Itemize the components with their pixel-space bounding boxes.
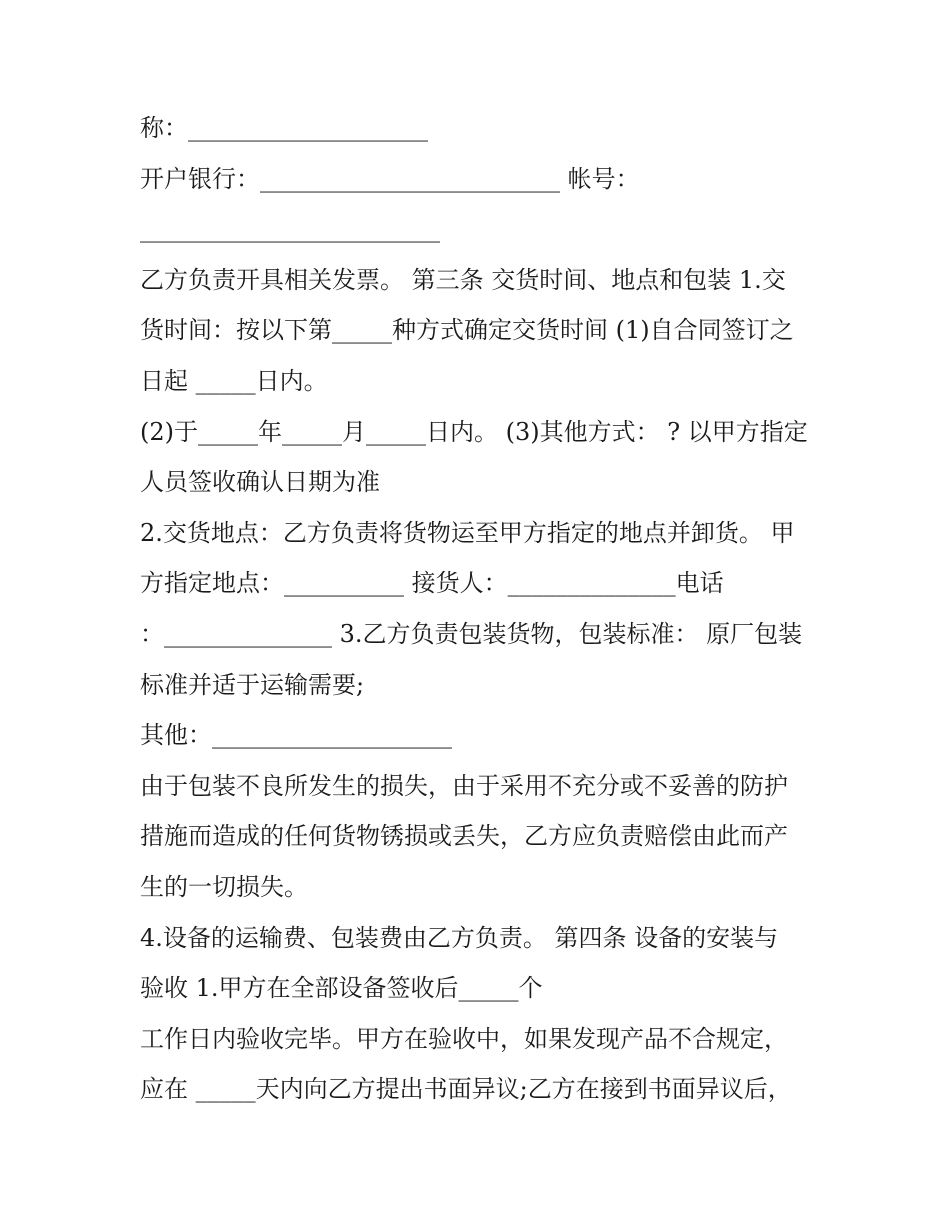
text-line: 标准并适于运输需要; [140,670,365,699]
text-line: 日起 _____日内。 [140,366,328,395]
text-line: 其他：____________________ [140,721,452,750]
text-line: _________________________ [140,215,440,244]
text-line: 货时间：按以下第_____种方式确定交货时间 (1)自合同签订之 [140,316,794,345]
text-line: 措施而造成的任何货物锈损或丢失，乙方应负责赔偿由此而产 [140,822,788,851]
text-line: 应在 _____天内向乙方提出书面异议;乙方在接到书面异议后， [140,1075,792,1104]
text-line: 乙方负责开具相关发票。 第三条 交货时间、地点和包装 1.交 [140,265,786,294]
text-line: 生的一切损失。 [140,872,308,901]
document-body [140,103,820,1115]
text-line: 验收 1.甲方在全部设备签收后_____个 [140,974,543,1003]
text-line: 方指定地点：__________ 接货人：______________电话 [140,569,724,598]
text-line: ：______________ 3.乙方负责包装货物，包装标准： 原厂包装 [140,619,803,648]
text-line: 人员签收确认日期为准 [140,468,380,497]
text-line: 2.交货地点：乙方负责将货物运至甲方指定的地点并卸货。 甲 [140,518,795,547]
text-line: 开户银行：_________________________ 帐号： [140,164,640,193]
text-line: 4.设备的运输费、包装费由乙方负责。 第四条 设备的安装与 [140,923,779,952]
text-line: 工作日内验收完毕。甲方在验收中，如果发现产品不合规定， [140,1024,788,1053]
text-line: 由于包装不良所发生的损失，由于采用不充分或不妥善的防护 [140,771,788,800]
text-line: (2)于_____年_____月_____日内。 (3)其他方式： ? 以甲方指定 [140,417,808,446]
text-line: 称：____________________ [140,114,428,142]
